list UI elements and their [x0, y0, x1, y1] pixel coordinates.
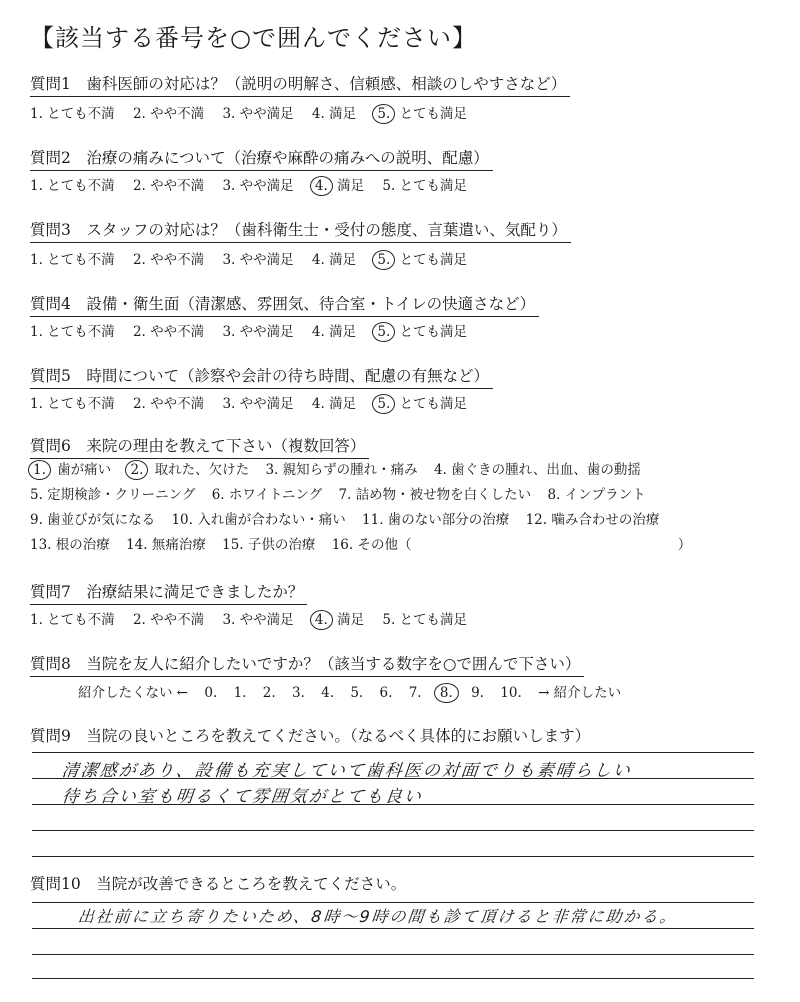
q9-handwritten-answer-1[interactable]: 清潔感があり、設備も充実していて歯科医の対面でりも素晴らしい: [60, 761, 633, 781]
q1-option-5-label: とても満足: [399, 106, 468, 122]
question-6-options: [30, 458, 703, 558]
q6-option-3[interactable]: 3. 親知らずの腫れ・痛み: [265, 462, 418, 478]
q3-option-4[interactable]: 4. 満足: [311, 252, 357, 268]
page-title: 【該当する番号を○で囲んでください】: [30, 24, 477, 52]
scale-5[interactable]: 5.: [350, 685, 364, 701]
answer-line: [32, 856, 754, 857]
q3-option-1[interactable]: 1. とても不満: [30, 252, 115, 268]
answer-line: [32, 978, 754, 979]
q3-option-5-circled[interactable]: 5.: [374, 252, 393, 268]
question-3-options: [30, 248, 481, 268]
q6-option-4[interactable]: 4. 歯ぐきの腫れ、出血、歯の動揺: [433, 462, 641, 478]
q4-option-3[interactable]: 3. やや満足: [222, 324, 294, 340]
q6-option-15[interactable]: 15. 子供の治療: [222, 537, 316, 553]
question-8-heading: 質問8 当院を友人に紹介したいですか？（該当する数字を○で囲んで下さい）: [30, 652, 584, 677]
question-3: [30, 218, 571, 243]
question-4-heading: 質問4 設備・衛生面（清潔感、雰囲気、待合室・トイレの快適さなど）: [30, 292, 539, 317]
question-2-heading: 質問2 治療の痛みについて（治療や麻酔の痛みへの説明、配慮）: [30, 146, 493, 171]
q5-option-5-label: とても満足: [399, 396, 468, 412]
question-5-heading: 質問5 時間について（診察や会計の待ち時間、配慮の有無など）: [30, 364, 493, 389]
q4-option-5-circled[interactable]: 5.: [374, 324, 393, 340]
q4-option-1[interactable]: 1. とても不満: [30, 324, 115, 340]
q7-option-2[interactable]: 2. やや不満: [132, 612, 205, 628]
question-7-options: [30, 608, 481, 628]
q6-option-2-label: 取れた、欠けた: [154, 462, 250, 478]
q1-option-3[interactable]: 3. やや満足: [222, 106, 294, 122]
q7-option-4-label: 満足: [337, 612, 365, 628]
question-4: [30, 292, 539, 317]
question-1-options: [30, 102, 481, 122]
q2-option-4-label: 満足: [337, 178, 365, 194]
question-5: [30, 364, 493, 389]
question-6: [30, 434, 369, 459]
question-10-heading: 質問10 当院が改善できるところを教えてください。: [30, 875, 407, 893]
q2-option-3[interactable]: 3. やや満足: [222, 178, 294, 194]
q6-option-8[interactable]: 8. インプラント: [547, 487, 646, 503]
q6-option-6[interactable]: 6. ホワイトニング: [211, 487, 323, 503]
q2-option-2[interactable]: 2. やや不満: [132, 178, 205, 194]
question-5-options: [30, 392, 481, 412]
answer-line: [32, 830, 754, 831]
question-1-heading: 質問1 歯科医師の対応は？（説明の明解さ、信頼感、相談のしやすさなど）: [30, 72, 570, 97]
question-9-heading: 質問9 当院の良いところを教えてください。（なるべく具体的にお願いします）: [30, 727, 591, 745]
q6-option-2-circled[interactable]: 2.: [127, 458, 146, 483]
question-2-options: [30, 174, 481, 194]
q5-option-4[interactable]: 4. 満足: [311, 396, 357, 412]
q1-option-5-circled[interactable]: 5.: [374, 106, 393, 122]
question-7-heading: 質問7 治療結果に満足できましたか？: [30, 580, 307, 605]
q5-option-1[interactable]: 1. とても不満: [30, 396, 115, 412]
question-6-heading: 質問6 来院の理由を教えて下さい（複数回答）: [30, 434, 369, 459]
answer-line: [32, 954, 754, 955]
q6-option-1-circled[interactable]: 1.: [30, 458, 49, 483]
q4-option-4[interactable]: 4. 満足: [311, 324, 357, 340]
q7-option-4-circled[interactable]: 4.: [312, 612, 331, 628]
answer-line: [32, 928, 754, 929]
question-4-options: [30, 320, 481, 340]
question-7: [30, 580, 307, 605]
q5-option-3[interactable]: 3. やや満足: [222, 396, 294, 412]
scale-2[interactable]: 2.: [262, 685, 276, 701]
q4-option-2[interactable]: 2. やや不満: [132, 324, 205, 340]
q2-option-4-circled[interactable]: 4.: [312, 178, 331, 194]
q6-other-close-paren: ）: [677, 537, 692, 553]
q2-option-5[interactable]: 5. とても満足: [382, 178, 468, 194]
scale-1[interactable]: 1.: [233, 685, 247, 701]
q3-option-5-label: とても満足: [399, 252, 468, 268]
recommend-scale: [78, 681, 633, 701]
q1-option-2[interactable]: 2. やや不満: [132, 106, 205, 122]
scale-10[interactable]: 10.: [500, 685, 522, 701]
q9-handwritten-answer-2[interactable]: 待ち合い室も明るくて雰囲気がとても良い: [60, 787, 424, 807]
q5-option-2[interactable]: 2. やや不満: [132, 396, 205, 412]
question-8: [30, 652, 584, 677]
q1-option-4[interactable]: 4. 満足: [311, 106, 357, 122]
q7-option-5[interactable]: 5. とても満足: [382, 612, 468, 628]
q7-option-1[interactable]: 1. とても不満: [30, 612, 115, 628]
q4-option-5-label: とても満足: [399, 324, 468, 340]
q6-option-12[interactable]: 12. 噛み合わせの治療: [525, 512, 660, 528]
scale-6[interactable]: 6.: [379, 685, 393, 701]
q3-option-3[interactable]: 3. やや満足: [222, 252, 294, 268]
q6-option-1-label: 歯が痛い: [57, 462, 112, 478]
scale-4[interactable]: 4.: [321, 685, 335, 701]
question-1: [30, 72, 570, 97]
scale-8-circled[interactable]: 8.: [434, 683, 459, 703]
q6-option-10[interactable]: 10. 入れ歯が合わない・痛い: [171, 512, 346, 528]
q6-option-5[interactable]: 5. 定期検診・クリーニング: [30, 487, 196, 503]
scale-0[interactable]: 0.: [204, 685, 218, 701]
q2-option-1[interactable]: 1. とても不満: [30, 178, 115, 194]
q6-option-11[interactable]: 11. 歯のない部分の治療: [362, 512, 510, 528]
q3-option-2[interactable]: 2. やや不満: [132, 252, 205, 268]
q6-option-13[interactable]: 13. 根の治療: [30, 537, 110, 553]
scale-9[interactable]: 9.: [471, 685, 484, 701]
scale-right-label: → 紹介したい: [538, 685, 622, 701]
scale-3[interactable]: 3.: [291, 685, 305, 701]
q7-option-3[interactable]: 3. やや満足: [222, 612, 294, 628]
scale-left-label: 紹介したくない ←: [78, 685, 189, 701]
answer-line: [32, 902, 754, 903]
q6-option-16[interactable]: 16. その他（: [331, 537, 412, 553]
q6-option-9[interactable]: 9. 歯並びが気になる: [30, 512, 156, 528]
q6-option-7[interactable]: 7. 詰め物・被せ物を白くしたい: [338, 487, 532, 503]
q6-option-14[interactable]: 14. 無痛治療: [126, 537, 206, 553]
answer-line: [32, 752, 754, 753]
question-2: [30, 146, 493, 171]
question-9: [30, 724, 590, 746]
question-10: [30, 872, 406, 894]
scale-7[interactable]: 7.: [408, 685, 422, 701]
q1-option-1[interactable]: 1. とても不満: [30, 106, 115, 122]
q10-handwritten-answer-1[interactable]: 出社前に立ち寄りたいため、8時～9時の間も診て頂けると非常に助かる。: [76, 907, 679, 926]
question-3-heading: 質問3 スタッフの対応は？（歯科衛生士・受付の態度、言葉遣い、気配り）: [30, 218, 571, 243]
q5-option-5-circled[interactable]: 5.: [374, 396, 393, 412]
